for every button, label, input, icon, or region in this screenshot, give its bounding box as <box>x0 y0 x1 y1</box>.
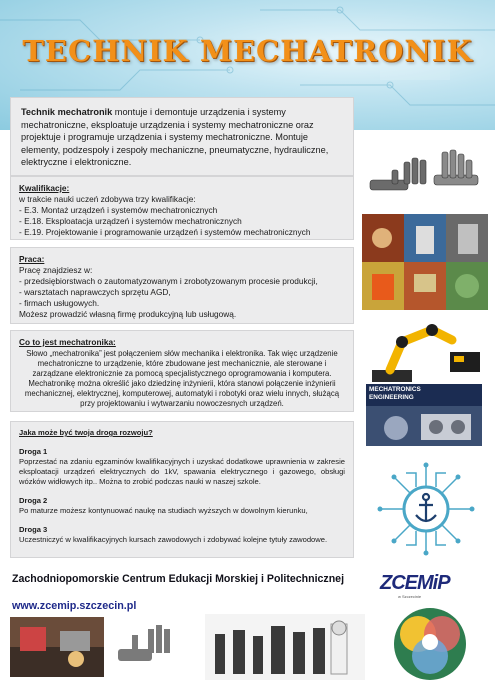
work-heading: Praca: <box>19 254 45 264</box>
career-path-title: Droga 2 <box>19 496 48 505</box>
robot-collage-image <box>362 214 488 310</box>
qualification-line: - E.3. Montaż urządzeń i systemów mechatronicznych <box>19 205 218 215</box>
career-box <box>10 421 354 558</box>
intro-text: montuje i demontuje urządzenia i systemy mechatroniczne, eksploatuje urządzenia i systemy mechatroniczne oraz projektuje i programuje urządzenia i systemy mechatroniczne. Montuje elementy, podzespoły i zespoły mechaniczne, pneumatyczne, hydrauliczne, elektryczne i elektroniczne. <box>21 107 329 168</box>
work-line: - warsztatach naprawczych sprzętu AGD, <box>19 287 171 297</box>
intro-strong: Technik mechatronik <box>21 107 113 117</box>
anchor-circuit-emblem <box>372 455 480 563</box>
page-title: TECHNIK MECHATRONIK <box>22 34 473 68</box>
mechatronics-diagram <box>382 604 478 682</box>
career-heading: Jaka może być twoja droga rozwoju? <box>19 428 153 437</box>
robot-history-photo <box>205 614 365 680</box>
school-logo: ZCEMiP <box>380 572 450 594</box>
work-line: Pracę znajdziesz w: <box>19 265 93 275</box>
engineering-image <box>366 384 482 446</box>
career-path-title: Droga 1 <box>19 447 48 456</box>
robot-hand-photo <box>108 613 196 679</box>
career-path-text: Uczestniczyć w kwalifikacyjnych kursach zawodowych i zdobywać kolejne tytuły zawodowe. <box>19 535 328 544</box>
robot-hands-image <box>362 140 488 212</box>
school-logo-sub: w Szczecinie <box>398 594 422 599</box>
work-line: - przedsiębiorstwach o zautomatyzowanym i zrobotyzowanym procesie produkcji, <box>19 276 318 286</box>
school-url[interactable]: www.zcemip.szczecin.pl <box>12 600 137 612</box>
qualifications-heading: Kwalifikacje: <box>19 183 70 193</box>
qualification-line: w trakcie nauki uczeń zdobywa trzy kwalifikacje: <box>19 194 196 204</box>
work-line: Możesz prowadzić własną firmę produkcyjną lub usługową. <box>19 309 237 319</box>
career-path-text: Poprzestać na zdaniu egzaminów kwalifikacyjnych i uzyskać dodatkowe uprawnienia w zakresie eksploatacji urządzeń elektrycznych do 1kV, spawania elektrycznego i gazowego, obsługi wózków widłowych itp.. Można to zrobić podczas nauki w naszej szkole. <box>19 457 345 486</box>
mechatronics-text: Słowo „mechatronika” jest połączeniem słów mechanika i elektronika. Tak więc urządzenie mechatroniczne to urządzenie, które zbudowane jest mechanicznie, ale sterowane i zarządzane elektronicznie za pomocą specjalistycznego oprogramowania i komputera. Mechatronikę można określić jako dziedzinę inżynierii, która stanowi połączenie inżynierii mechanicznej, elektrycznej, komputerowej, automatyki i robotyki oraz wielu innych, służącą przy projektowaniu i wytwarzaniu nowoczesnych urządzeń. <box>24 349 340 408</box>
career-path-title: Droga 3 <box>19 525 48 534</box>
workshop-photo <box>10 617 104 677</box>
robot-arm-image <box>362 312 488 386</box>
mechatronics-heading: Co to jest mechatronika: <box>19 337 116 347</box>
intro-box <box>10 97 354 176</box>
career-path-text: Po maturze możesz kontynuować naukę na studiach wyższych w dowolnym kierunku, <box>19 506 308 515</box>
work-box <box>10 247 354 324</box>
school-name: Zachodniopomorskie Centrum Edukacji Morskiej i Politechnicznej <box>12 573 345 585</box>
work-line: - firmach usługowych. <box>19 298 100 308</box>
mechatronics-box <box>10 330 354 412</box>
qualifications-box <box>10 176 354 240</box>
qualification-line: - E.18. Eksploatacja urządzeń i systemów mechatronicznych <box>19 216 242 226</box>
qualification-line: - E.19. Projektowanie i programowanie urządzeń i systemów mechatronicznych <box>19 227 311 237</box>
engineering-label: MECHATRONICS ENGINEERING <box>369 386 421 401</box>
